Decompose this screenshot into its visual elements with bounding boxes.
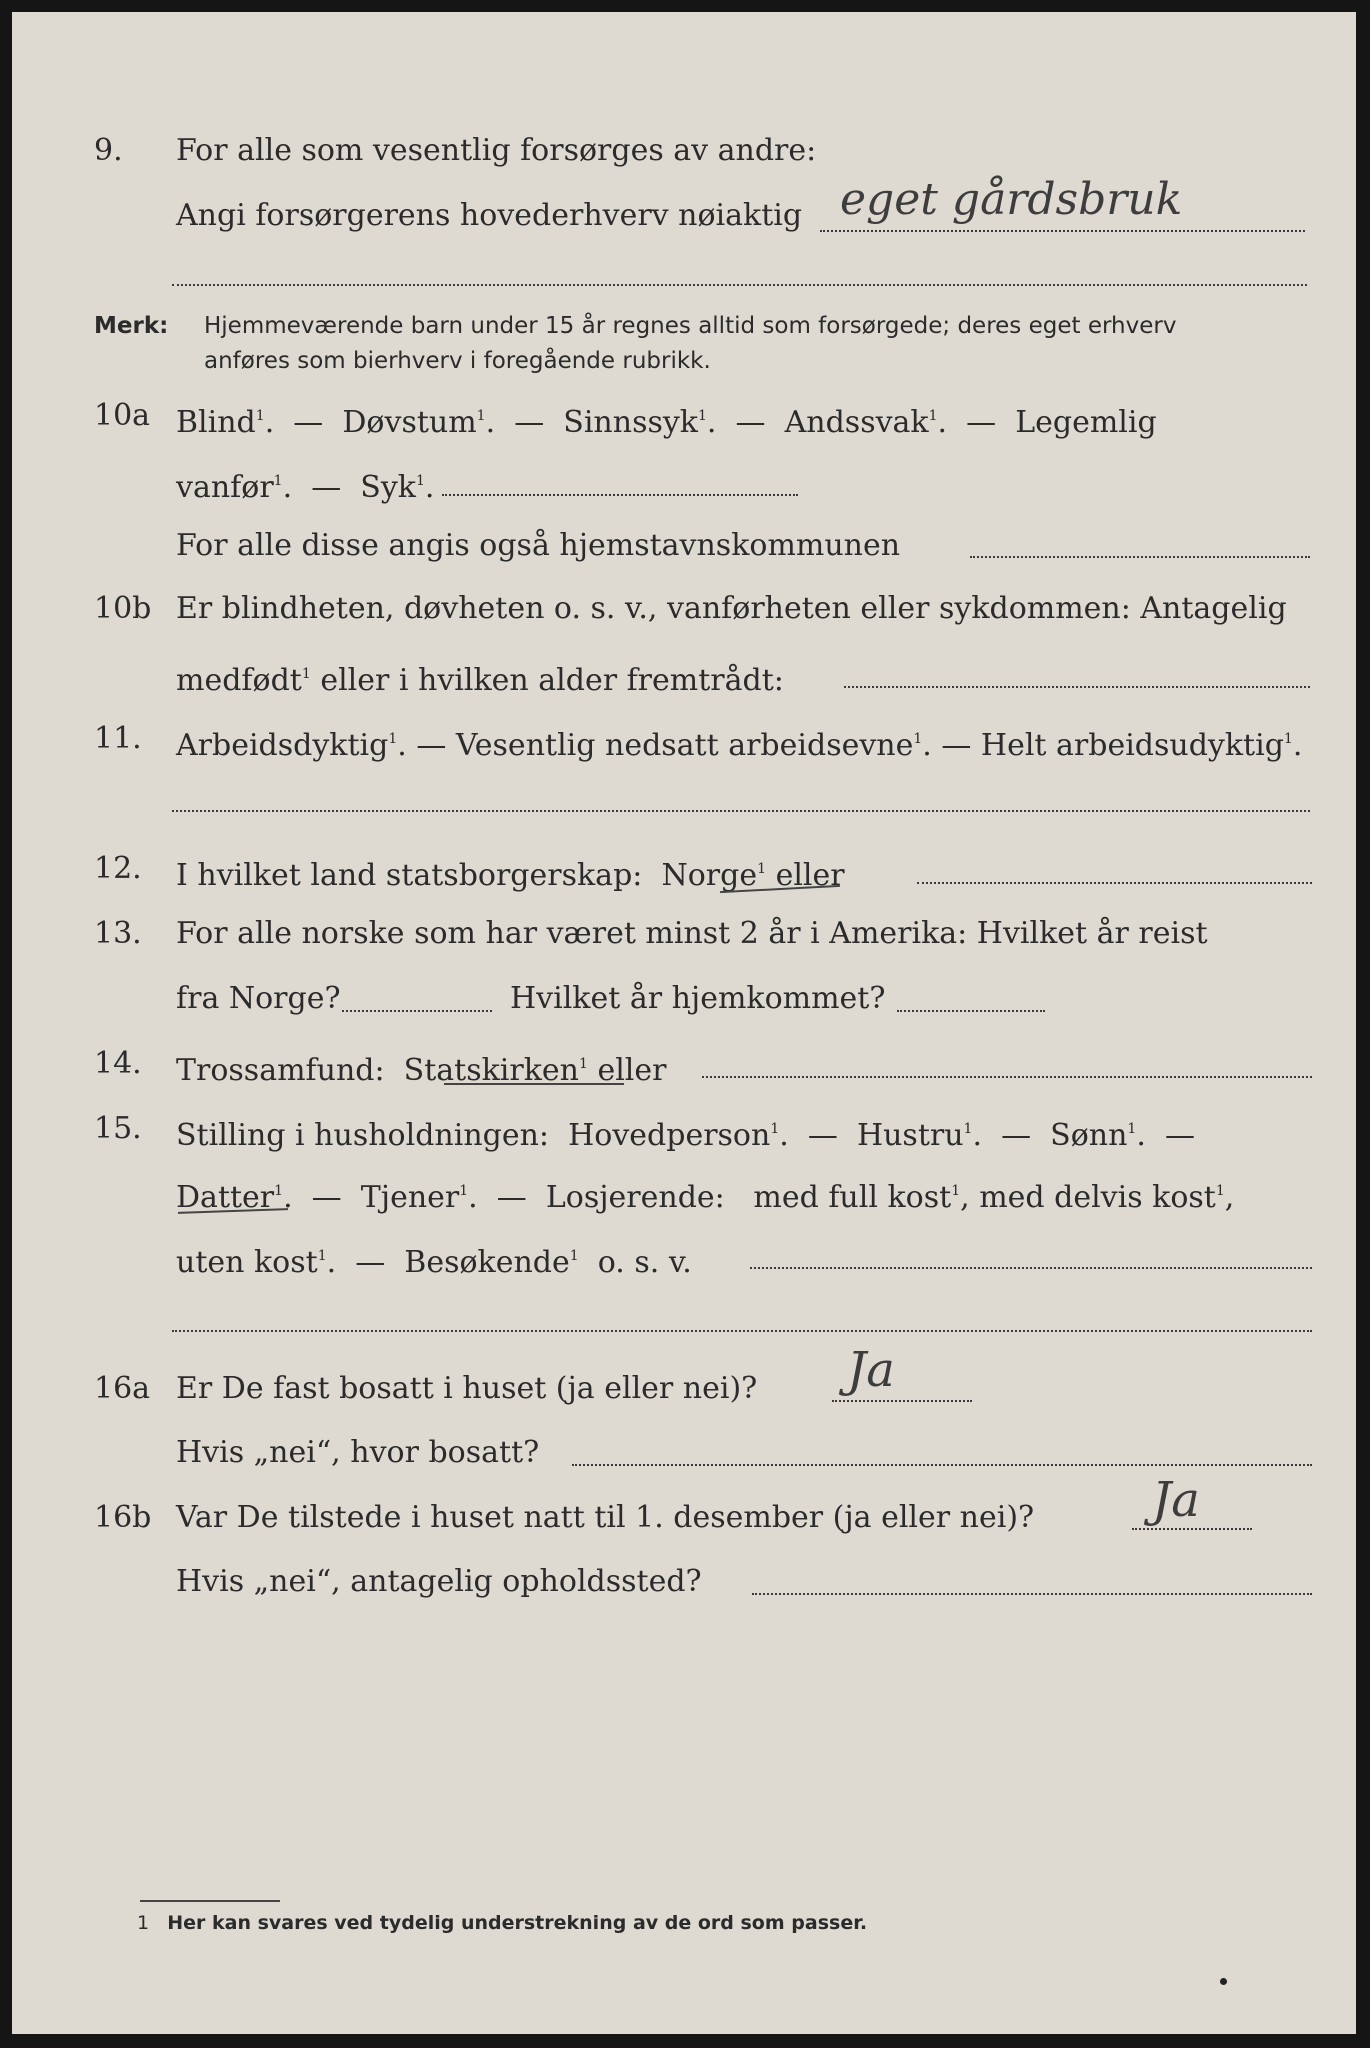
handwritten-answer-q9: eget gårdsbruk xyxy=(840,174,1183,225)
answer-line xyxy=(970,556,1310,558)
answer-line xyxy=(750,1267,1312,1269)
underline-mark xyxy=(444,1083,624,1085)
answer-line xyxy=(917,882,1312,884)
question-number: 9. xyxy=(94,133,123,168)
answer-line xyxy=(172,810,1310,812)
answer-line xyxy=(442,494,798,496)
note-text: Hjemmeværende barn under 15 år regnes alltid som forsørgede; deres eget erhverv xyxy=(204,313,1177,339)
question-text: For alle som vesentlig forsørges av andre: xyxy=(176,133,817,168)
answer-line xyxy=(844,686,1310,688)
handwritten-answer-16b: Ja xyxy=(1152,1472,1200,1528)
answer-line xyxy=(752,1593,1312,1595)
question-text: Angi forsørgerens hovederhverv nøiaktig xyxy=(176,198,803,233)
ink-dot xyxy=(1220,1978,1227,1985)
footnote-divider xyxy=(140,1900,280,1902)
census-form-page: 9. For alle som vesentlig forsørges av andre: Angi forsørgerens hovederhverv nøiaktig eget gårdsbruk Merk: Hjemmeværende barn under 15 år regnes alltid som forsørgede; deres eget erhverv anføres som bierhverv i foregående rubrikk. 10a Blind$^1$. — Døvstum$^1$. — Sinnssyk$^1$. — Andssvak$^1$. — Legemlig vanfør$^1$. — Syk$^1$. For alle disse angis også hjemstavnskommunen 10b Er blindheten, døvheten o. s. v., vanførheten eller sykdommen: Antagelig medfødt$^1$ eller i hvilken alder fremtrådt: 11. Arbeidsdyktig$^1$. — Vesentlig nedsatt arbeidsevne$^1$. — Helt arbeidsudyktig$^1$. 12. I hvilket land statsborgerskap: Norge$^1$ eller 13. For alle norske som har været minst 2 år i Amerika: Hvilket år reist fra Norge? Hvilket år hjemkommet? 14. Trossamfund: Statskirken$^1$ eller 15. Stilling i husholdningen: Hovedperson$^1$. — Hustru$^1$. — Sønn$^1$. — Datter$^1$. — Tjener$^1$. — Losjerende: med full kost$^1$, med delvis kost$^1$, uten kost$^1$. — Besøkende$^1$ o. s. v. 16a Er De fast bosatt i huset (ja eller nei)? Ja Hvis „nei“, hvor bosatt? 16b Var De tilstede i huset natt til 1. desember (ja eller nei)? Ja Hvis „nei“, antagelig opholdssted? 1 Her kan svares ved tydelig understrekning av de ord som passer. xyxy=(12,12,1356,2034)
answer-line xyxy=(172,1330,1312,1332)
answer-line xyxy=(172,284,1307,286)
footnote: 1 Her kan svares ved tydelig understrekning av de ord som passer. xyxy=(137,1912,868,1934)
answer-line xyxy=(1132,1528,1252,1530)
answer-line xyxy=(897,1010,1045,1012)
option-statskirken-underlined: Statskirken xyxy=(403,1053,579,1088)
note-text: anføres som bierhverv i foregående rubrikk. xyxy=(204,348,711,374)
handwritten-answer-16a: Ja xyxy=(847,1342,895,1398)
answer-line xyxy=(820,230,1305,232)
option-norge-underlined: Norge xyxy=(661,858,758,893)
answer-line xyxy=(702,1076,1312,1078)
note-label: Merk: xyxy=(94,313,169,339)
answer-line xyxy=(572,1464,1312,1466)
answer-line xyxy=(342,1010,492,1012)
answer-line xyxy=(832,1400,972,1402)
option-datter-underlined: Datter xyxy=(176,1180,275,1215)
